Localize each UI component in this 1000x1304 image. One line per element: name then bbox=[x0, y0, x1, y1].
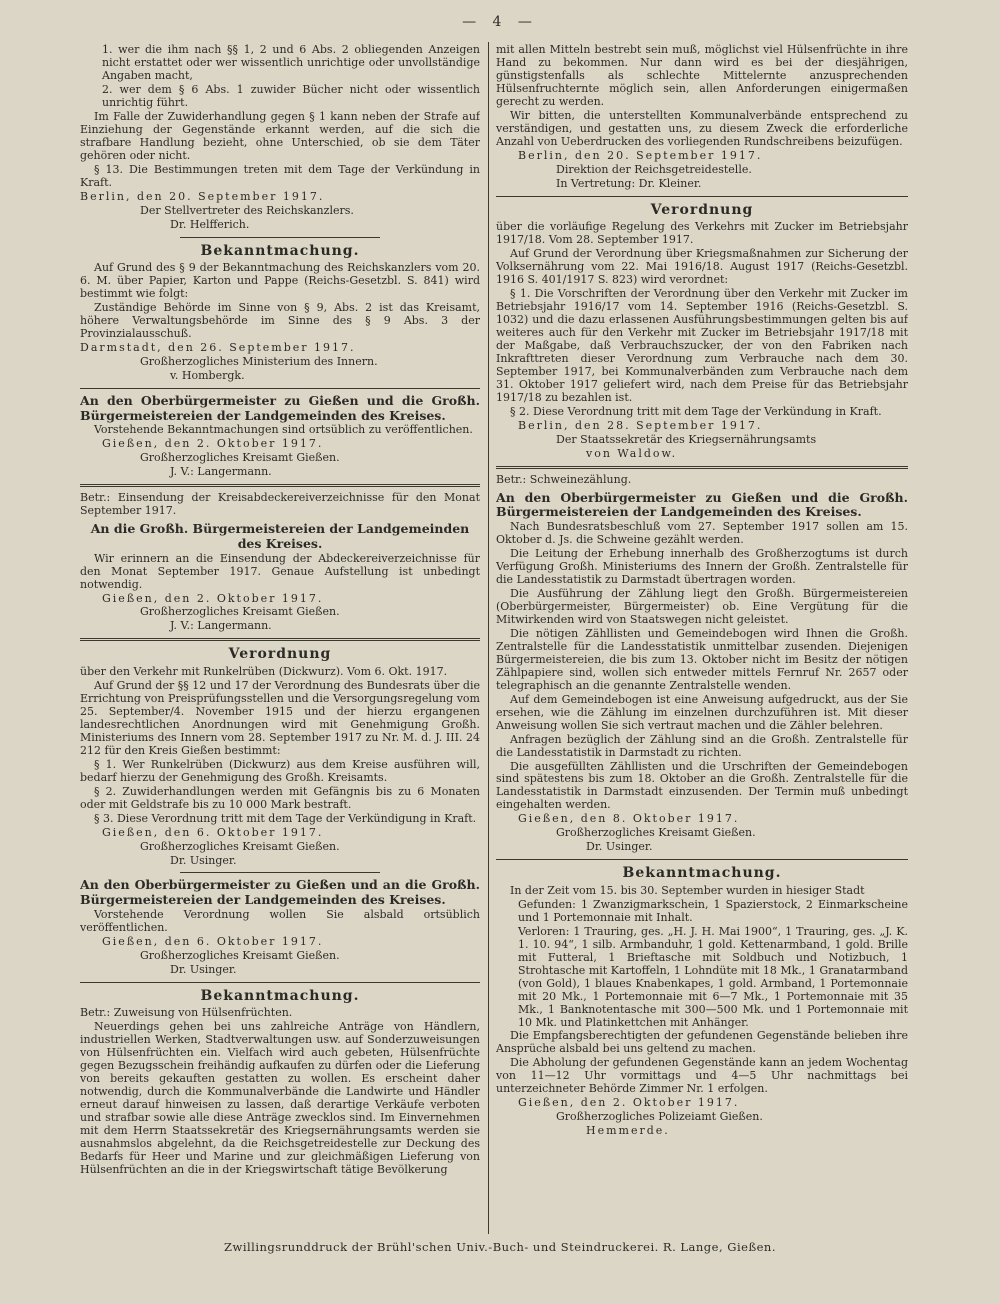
signatory-name: Hemmerde. bbox=[586, 1124, 670, 1138]
signatory-office: Großherzogliches Kreisamt Gießen. bbox=[556, 826, 756, 840]
paragraph: 1. wer die ihm nach §§ 1, 2 und 6 Abs. 2 obliegenden Anzeigen nicht erstattet oder wer wissentlich unrichtige oder unvollständige Angaben macht, bbox=[102, 44, 480, 82]
signatory-office: Großherzogliches Ministerium des Innern. bbox=[140, 354, 378, 368]
subtitle: über die vorläufige Regelung des Verkehrs mit Zucker im Betriebsjahr 1917/18. Vom 28. September 1917. bbox=[496, 220, 908, 247]
signatory-name: J. V.: Langermann. bbox=[170, 465, 272, 479]
signatory-office: Großherzogliches Kreisamt Gießen. bbox=[140, 451, 340, 465]
separator bbox=[80, 982, 480, 983]
signatory-name: Dr. Usinger. bbox=[586, 840, 653, 854]
signatory-office: Großherzogliches Kreisamt Gießen. bbox=[140, 948, 340, 962]
dateline: Gießen, den 6. Oktober 1917. bbox=[102, 934, 324, 948]
paragraph: § 3. Diese Verordnung tritt mit dem Tage der Verkündigung in Kraft. bbox=[94, 811, 477, 825]
paragraph: Im Falle der Zuwiderhandlung gegen § 1 kann neben der Strafe auf Einziehung der Gegenstände erkannt werden, auf die sich die strafbare Handlung bezieht, ohne Unterschied, ob sie dem Täter gehören oder nicht. bbox=[80, 109, 480, 162]
paragraph: § 1. Die Vorschriften der Verordnung über den Verkehr mit Zucker im Betriebsjahr 1916/17 vom 14. September 1916 (Reichs-Gesetzbl. S. 1032) und die dazu erlassenen Ausführungsbestimmungen gelten bis auf weiteres auch für den Verkehr mit Zucker im Betriebsjahr 1917/18 mit der Maßgabe, daß Verbrauchszucker, der von den Fabriken nach Inkrafttreten dieser Verordnung zum Verbrauche nach dem 30. September 1917, bei Kommunalverbänden zum Verbrauche nach dem 31. Oktober 1917 geliefert wird, nach dem Preise für das Betriebsjahr 1917/18 zu bezahlen ist. bbox=[496, 287, 908, 404]
dateline: Gießen, den 6. Oktober 1917. bbox=[102, 825, 324, 839]
paragraph: Die nötigen Zähllisten und Gemeindebogen wird Ihnen die Großh. Zentralstelle für die Landesstatistik unmittelbar zusenden. Diejenigen Bürgermeistereien, die bis zum 13. Oktober nicht im Besitz der nötigen Zählpapiere sind, wollen sich entweder mittels Fernruf Nr. 2657 oder telegraphisch an die genannte Zentralstelle wenden. bbox=[496, 626, 908, 692]
paragraph: Auf Grund der Verordnung über Kriegsmaßnahmen zur Sicherung der Volksernährung vom 22. Mai 1916/18. August 1917 (Reichs-Gesetzbl. 1916 S. 401/1917 S. 823) wird verordnet: bbox=[496, 247, 908, 287]
paragraph: Die Ausführung der Zählung liegt den Großh. Bürgermeistereien (Oberbürgermeister, Bürgermeister) ob. Eine Vergütung für die Mitwirkenden wird von Staatswegen nicht geleistet. bbox=[496, 586, 908, 626]
lost-items: Verloren: 1 Trauring, ges. „H. J. H. Mai 1900“, 1 Trauring, ges. „J. K. 1. 10. 94“, 1 silb. Armbanduhr, 1 gold. Kettenarmband, 1 gold. Brille mit Futteral, 1 Brieftasche mit Soldbuch und Notizbuch, 1 Strohtasche mit Kartoffeln, 1 Lohndüte mit 18 Mk., 1 Granatarmband (von Gold), 1 blaues Knabenkapes, 1 gold. Armband, 1 Portemonnaie mit 20 Mk., 1 Portemonnaie mit 6—7 Mk., 1 Portemonnaie mit 35 Mk., 1 Banknotentasche mit 300—500 Mk. und 1 Portemonnaie mit 10 Mk. und Platinkettchen mit Anhänger. bbox=[518, 924, 908, 1029]
dateline: Berlin, den 28. September 1917. bbox=[518, 418, 763, 432]
dateline: Darmstadt, den 26. September 1917. bbox=[80, 340, 356, 354]
address-heading: An den Oberbürgermeister zu Gießen und die Großh. Bürgermeistereien der Landgemeinden des Kreises. bbox=[80, 392, 480, 423]
subject-line: Betr.: Einsendung der Kreisabdeckereiverzeichnisse für den Monat September 1917. bbox=[80, 491, 480, 518]
paragraph: 2. wer dem § 6 Abs. 1 zuwider Bücher nicht oder wissentlich unrichtig führt. bbox=[102, 82, 480, 109]
section-heading: Bekanntmachung. bbox=[200, 242, 360, 259]
paragraph: Zuständige Behörde im Sinne von § 9, Abs. 2 ist das Kreisamt, höhere Verwaltungsbehörde im Sinne des § 9 Abs. 3 der Provinzialausschuß. bbox=[80, 300, 480, 340]
signatory-office: Großherzogliches Polizeiamt Gießen. bbox=[556, 1110, 763, 1124]
paragraph: Auf dem Gemeindebogen ist eine Anweisung aufgedruckt, aus der Sie ersehen, wie die Zählung im einzelnen durchzuführen ist. Mit dieser Anweisung wollen Sie sich vertraut machen und die Zähler belehren. bbox=[496, 692, 908, 732]
paragraph: In der Zeit vom 15. bis 30. September wurden in hiesiger Stadt bbox=[510, 883, 865, 897]
paragraph: Auf Grund des § 9 der Bekanntmachung des Reichskanzlers vom 20. 6. M. über Papier, Karton und Pappe (Reichs-Gesetzbl. S. 841) wird bestimmt wie folgt: bbox=[80, 261, 480, 301]
signatory-name: von Waldow. bbox=[586, 446, 678, 460]
dateline: Gießen, den 2. Oktober 1917. bbox=[102, 437, 324, 451]
left-column bbox=[80, 44, 480, 1230]
paragraph: Die Leitung der Erhebung innerhalb des Großherzogtums ist durch Verfügung Großh. Ministeriums des Innern der Großh. Zentralstelle für die Landesstatistik zu Darmstadt übertragen worden. bbox=[496, 547, 908, 586]
separator bbox=[80, 638, 480, 641]
page-number: — 4 — bbox=[462, 14, 538, 30]
signatory-office: Direktion der Reichsgetreidestelle. bbox=[556, 162, 752, 176]
dateline: Gießen, den 2. Oktober 1917. bbox=[102, 591, 324, 605]
paragraph: Vorstehende Verordnung wollen Sie alsbald ortsüblich veröffentlichen. bbox=[80, 907, 480, 934]
dateline: Berlin, den 20. September 1917. bbox=[80, 189, 325, 203]
paragraph: Wir bitten, die unterstellten Kommunalverbände entsprechend zu verständigen, und gestatten uns, zu diesem Zweck die erforderliche Anzahl von Ueberdrucken des vorliegenden Rundschreibens beizufügen. bbox=[496, 108, 908, 148]
printer-imprint: Zwillingsrunddruck der Brühl'schen Univ.-Buch- und Steindruckerei. R. Lange, Gießen. bbox=[223, 1240, 776, 1254]
separator bbox=[180, 872, 380, 873]
paragraph: Vorstehende Bekanntmachungen sind ortsüblich zu veröffentlichen. bbox=[94, 423, 473, 437]
signatory-name: Dr. Usinger. bbox=[170, 962, 237, 976]
dateline: Berlin, den 20. September 1917. bbox=[518, 148, 763, 162]
signatory-name: Dr. Helfferich. bbox=[170, 217, 250, 231]
dateline: Gießen, den 2. Oktober 1917. bbox=[518, 1096, 740, 1110]
paragraph: Nach Bundesratsbeschluß vom 27. September 1917 sollen am 15. Oktober d. Js. die Schweine gezählt werden. bbox=[496, 520, 908, 547]
signatory-office: Großherzogliches Kreisamt Gießen. bbox=[140, 839, 340, 853]
section-heading: Verordnung bbox=[650, 201, 754, 218]
paragraph: Auf Grund der §§ 12 und 17 der Verordnung des Bundesrats über die Errichtung von Preisprüfungsstellen und die Versorgungsregelung vom 25. September/4. November 1915 und der hierzu ergangenen landesrechtlichen Anordnungen wird mit Genehmigung Großh. Ministeriums des Innern vom 28. September 1917 zu Nr. M. d. J. III. 24 212 für den Kreis Gießen bestimmt: bbox=[80, 678, 480, 757]
paragraph: Wir erinnern an die Einsendung der Abdeckereiverzeichnisse für den Monat September 1917. Genaue Aufstellung ist unbedingt notwendig. bbox=[80, 551, 480, 591]
right-column bbox=[496, 44, 908, 1230]
paragraph: § 13. Die Bestimmungen treten mit dem Tage der Verkündung in Kraft. bbox=[80, 162, 480, 189]
section-heading: Bekanntmachung. bbox=[200, 987, 360, 1004]
separator bbox=[496, 196, 908, 197]
separator bbox=[496, 466, 908, 469]
separator bbox=[80, 484, 480, 487]
found-items: Gefunden: 1 Zwanzigmarkschein, 1 Spazierstock, 2 Einmarkscheine und 1 Portemonnaie mit Inhalt. bbox=[518, 897, 908, 924]
paragraph: Die Empfangsberechtigten der gefundenen Gegenstände belieben ihre Ansprüche alsbald bei uns geltend zu machen. bbox=[496, 1029, 908, 1056]
signatory-name: In Vertretung: Dr. Kleiner. bbox=[556, 176, 702, 190]
signatory-name: v. Hombergk. bbox=[170, 368, 245, 382]
paragraph: mit allen Mitteln bestrebt sein muß, möglichst viel Hülsenfrüchte in ihre Hand zu bekommen. Nur dann wird es bei der diesjährigen, günstigstenfalls als schlechte Mittelernte anzusprechenden Hülsenfruchternte möglich sein, allen Anforderungen einigermaßen gerecht zu werden. bbox=[496, 44, 908, 108]
address-heading: An den Oberbürgermeister zu Gießen und an die Großh. Bürgermeistereien der Landgemeinden des Kreises. bbox=[80, 877, 480, 908]
column-divider bbox=[488, 42, 489, 1234]
separator bbox=[180, 237, 380, 238]
address-heading: An die Großh. Bürgermeistereien der Landgemeinden des Kreises. bbox=[90, 521, 470, 551]
signatory-name: J. V.: Langermann. bbox=[170, 619, 272, 633]
signatory-name: Dr. Usinger. bbox=[170, 853, 237, 867]
subtitle: über den Verkehr mit Runkelrüben (Dickwurz). Vom 6. Okt. 1917. bbox=[80, 664, 448, 678]
signatory-office: Der Stellvertreter des Reichskanzlers. bbox=[140, 203, 354, 217]
separator bbox=[496, 859, 908, 860]
paragraph: Anfragen bezüglich der Zählung sind an die Großh. Zentralstelle für die Landesstatistik in Darmstadt zu richten. bbox=[496, 732, 908, 759]
paragraph: Die Abholung der gefundenen Gegenstände kann an jedem Wochentag von 11—12 Uhr vormittags und 4—5 Uhr nachmittags bei unterzeichneter Behörde Zimmer Nr. 1 erfolgen. bbox=[496, 1056, 908, 1096]
signatory-office: Der Staatssekretär des Kriegsernährungsamts bbox=[556, 432, 817, 446]
paragraph: § 2. Zuwiderhandlungen werden mit Gefängnis bis zu 6 Monaten oder mit Geldstrafe bis zu 10 000 Mark bestraft. bbox=[80, 784, 480, 811]
separator bbox=[80, 388, 480, 389]
dateline: Gießen, den 8. Oktober 1917. bbox=[518, 812, 740, 826]
paragraph: § 1. Wer Runkelrüben (Dickwurz) aus dem Kreise ausführen will, bedarf hierzu der Genehmigung des Großh. Kreisamts. bbox=[80, 757, 480, 784]
section-heading: Bekanntmachung. bbox=[622, 865, 782, 882]
signatory-office: Großherzogliches Kreisamt Gießen. bbox=[140, 605, 340, 619]
subject-line: Betr.: Zuweisung von Hülsenfrüchten. bbox=[80, 1006, 293, 1020]
section-heading: Verordnung bbox=[228, 646, 332, 663]
subject-line: Betr.: Schweinezählung. bbox=[496, 472, 632, 486]
paragraph: § 2. Diese Verordnung tritt mit dem Tage der Verkündung in Kraft. bbox=[510, 404, 882, 418]
paragraph: Die ausgefüllten Zähllisten und die Urschriften der Gemeindebogen sind spätestens bis zum 18. Oktober an die Großh. Zentralstelle für die Landesstatistik in Darmstadt einzusenden. Der Termin muß unbedingt eingehalten werden. bbox=[496, 759, 908, 812]
paragraph: Neuerdings gehen bei uns zahlreiche Anträge von Händlern, industriellen Werken, Stadtverwaltungen usw. auf Sonderzuweisungen von Hülsenfrüchten ein. Vielfach wird auch gebeten, Hülsenfrüchte gegen Bezugsschein freihändig aufkaufen zu dürfen oder die Lieferung von bereits gekauften gestatten zu wollen. Es erscheint daher notwendig, durch die Kommunalverbände die Landwirte und Händler erneut darauf hinweisen zu lassen, daß derartige Verkäufe verboten und strafbar sowie alle diese Anträge zwecklos sind. Im Einvernehmen mit dem Herrn Staatssekretär des Kriegsernährungsamts werden sie ausnahmslos abgelehnt, da die Reichsgetreidestelle zur Deckung des Bedarfs für Heer und Marine und zur gleichmäßigen Lieferung von Hülsenfrüchten an die in der Kriegswirtschaft tätige Bevölkerung bbox=[80, 1020, 480, 1176]
address-heading: An den Oberbürgermeister zu Gießen und die Großh. Bürgermeistereien der Landgemeinden des Kreises. bbox=[496, 489, 908, 520]
